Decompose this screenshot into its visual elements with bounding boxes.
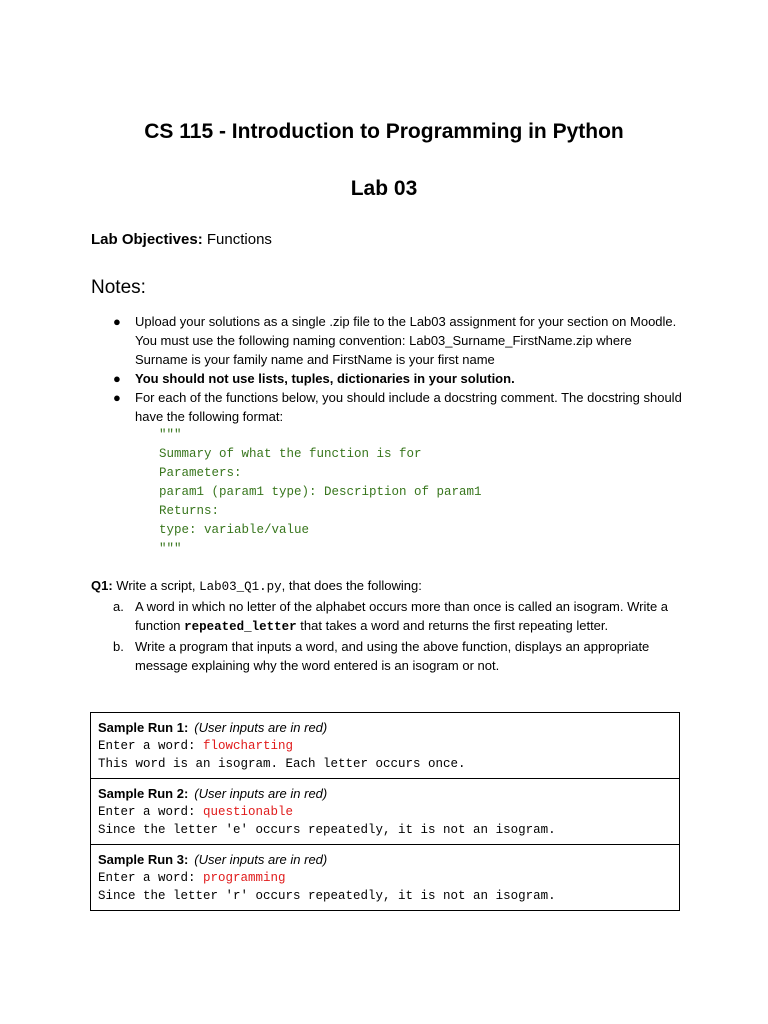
docstring-format bbox=[159, 426, 683, 559]
note-text: For each of the functions below, you should include a docstring comment. The docstring should have the following format: bbox=[135, 390, 682, 424]
lab-number: Lab 03 bbox=[350, 177, 418, 200]
user-input: programming bbox=[203, 871, 286, 885]
code-line: param1 (param1 type): Description of param1 bbox=[159, 485, 482, 499]
code-line: Summary of what the function is for bbox=[159, 447, 422, 461]
sub-question-a bbox=[91, 597, 691, 637]
prompt-text: Enter a word: bbox=[98, 871, 204, 885]
note-text: Upload your solutions as a single .zip file to the Lab03 assignment for your section on Moodle. You must use the following naming convention: Lab03_Surname_FirstName.zip where Surname is your family name and FirstName is your first name bbox=[135, 314, 677, 367]
code-line: """ bbox=[159, 428, 182, 442]
list-item bbox=[113, 369, 683, 388]
sub-letter: a. bbox=[113, 599, 124, 614]
run-label: Sample Run 3: bbox=[98, 852, 189, 867]
question-1 bbox=[91, 576, 691, 675]
note-text: You should not use lists, tuples, dictionaries in your solution. bbox=[135, 371, 515, 386]
run-output: This word is an isogram. Each letter occurs once. bbox=[98, 757, 466, 771]
sub-letter: b. bbox=[113, 639, 124, 654]
run-input-line bbox=[98, 737, 672, 755]
code-line: type: variable/value bbox=[159, 523, 310, 537]
sub-question-b bbox=[91, 637, 691, 675]
sub-text: Write a program that inputs a word, and using the above function, displays an appropriate message explaining why the word entered is an isogram or not. bbox=[135, 639, 650, 673]
sample-run-1 bbox=[91, 713, 679, 778]
run-header bbox=[98, 851, 672, 869]
intro-text: , that does the following: bbox=[281, 578, 422, 593]
prompt-text: Enter a word: bbox=[98, 805, 204, 819]
objectives-value: Functions bbox=[206, 231, 272, 248]
run-output: Since the letter 'e' occurs repeatedly, it is not an isogram. bbox=[98, 823, 556, 837]
notes-heading: Notes: bbox=[91, 277, 146, 298]
sub-text: A word in which no letter of the alphabet occurs more than once is called an isogram. Write a function bbox=[135, 599, 669, 633]
run-header bbox=[98, 785, 672, 803]
run-note: (User inputs are in red) bbox=[194, 720, 328, 735]
run-note: (User inputs are in red) bbox=[194, 786, 328, 801]
code-line: Returns: bbox=[159, 504, 220, 518]
run-input-line bbox=[98, 803, 672, 821]
code-line: Parameters: bbox=[159, 466, 242, 480]
sample-run-2 bbox=[91, 778, 679, 844]
sample-run-3 bbox=[91, 844, 679, 910]
user-input: questionable bbox=[203, 805, 294, 819]
code-line: """ bbox=[159, 542, 182, 556]
list-item bbox=[113, 312, 683, 369]
list-item bbox=[113, 388, 683, 426]
bullet-icon: ● bbox=[113, 390, 121, 405]
objectives-label: Lab Objectives: bbox=[91, 231, 203, 248]
run-input-line bbox=[98, 869, 672, 887]
bullet-icon: ● bbox=[113, 314, 121, 329]
run-header bbox=[98, 719, 672, 737]
question-intro bbox=[91, 576, 691, 597]
run-output: Since the letter 'r' occurs repeatedly, it is not an isogram. bbox=[98, 889, 556, 903]
function-name: repeated_letter bbox=[184, 620, 297, 634]
document-title: CS 115 - Introduction to Programming in Python bbox=[144, 120, 624, 143]
script-filename: Lab03_Q1.py bbox=[199, 580, 282, 594]
run-label: Sample Run 2: bbox=[98, 786, 189, 801]
lab-objectives bbox=[91, 231, 272, 248]
bullet-icon: ● bbox=[113, 371, 121, 386]
run-label: Sample Run 1: bbox=[98, 720, 189, 735]
question-label: Q1: bbox=[91, 578, 113, 593]
user-input: flowcharting bbox=[203, 739, 294, 753]
run-note: (User inputs are in red) bbox=[194, 852, 328, 867]
sub-text: that takes a word and returns the first repeating letter. bbox=[296, 618, 609, 633]
notes-list bbox=[113, 312, 683, 559]
intro-text: Write a script, bbox=[112, 578, 200, 593]
sample-runs-table bbox=[90, 712, 680, 911]
prompt-text: Enter a word: bbox=[98, 739, 204, 753]
